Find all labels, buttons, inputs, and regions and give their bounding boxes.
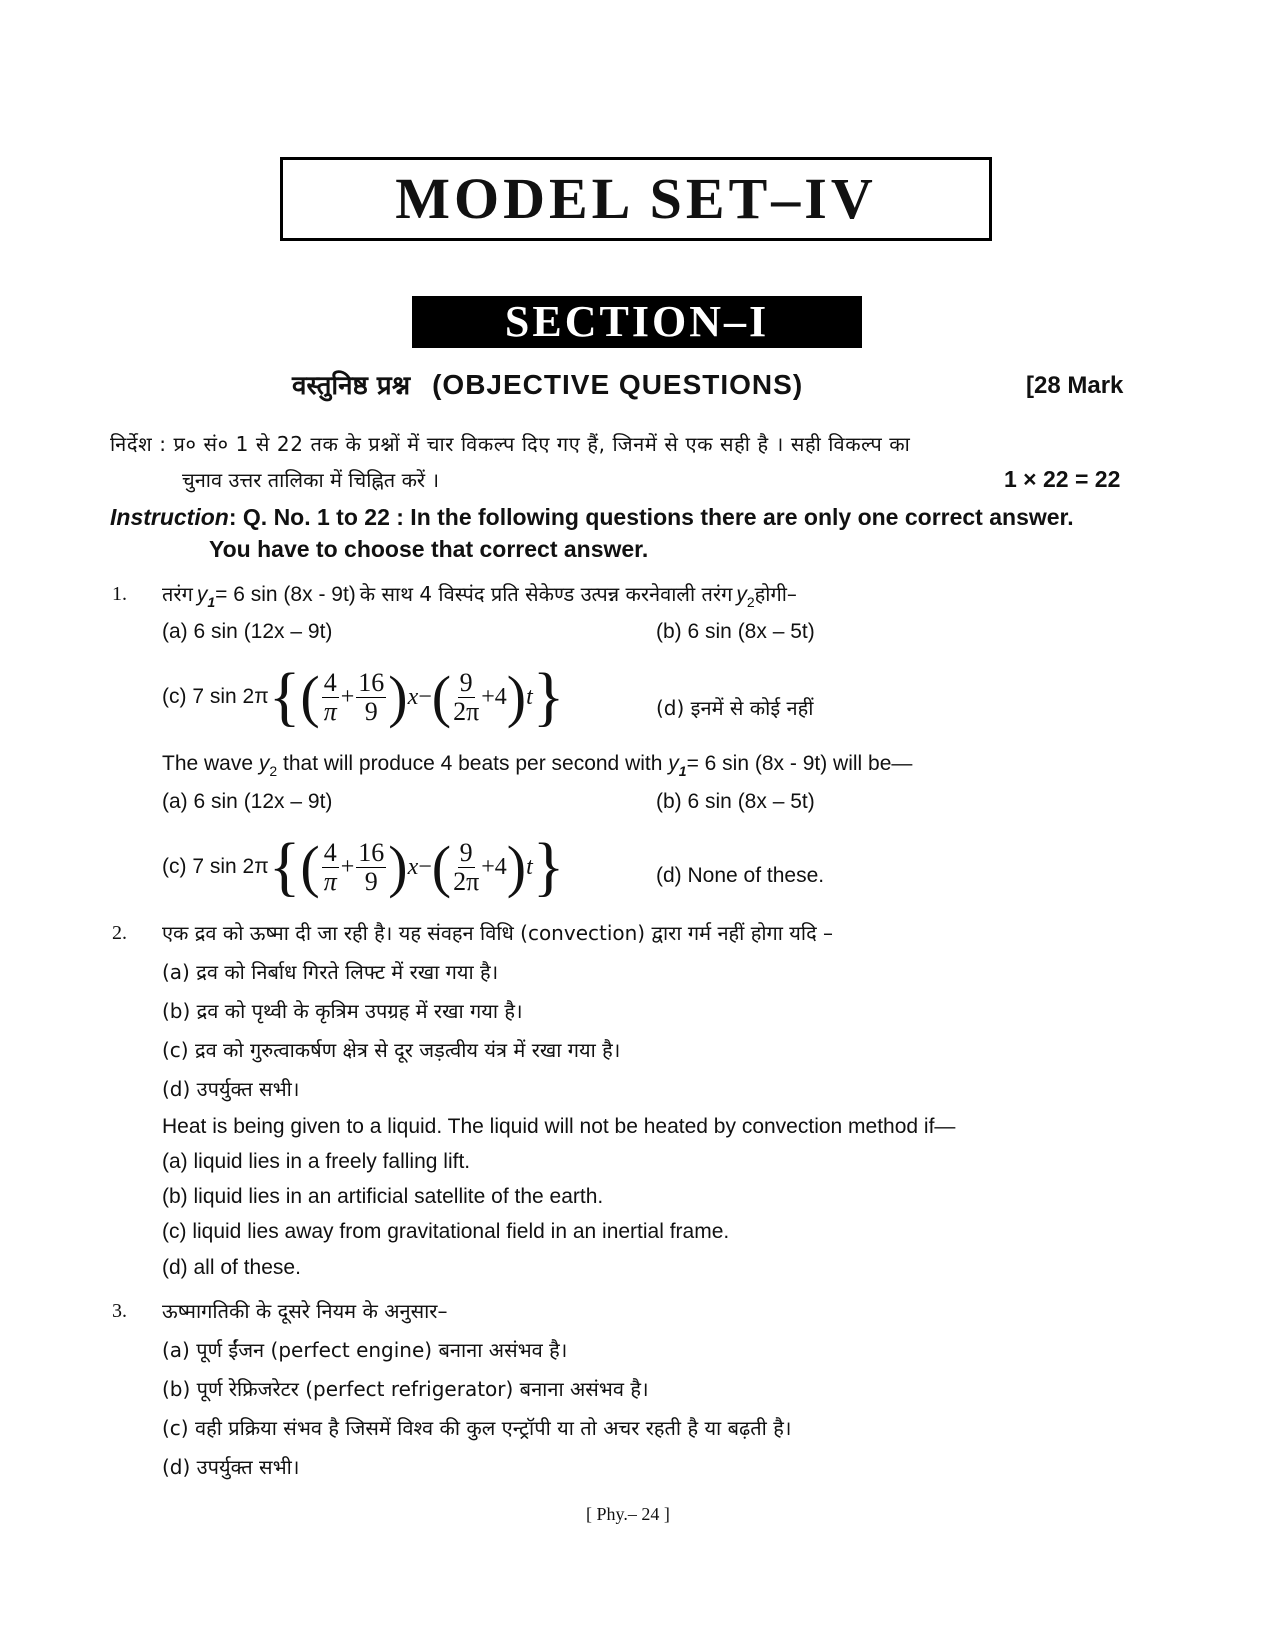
model-set-title: MODEL SET–IV [395, 166, 877, 231]
q1-en-option-c-prefix: (c) 7 sin 2π [162, 855, 269, 878]
q1-hindi-prefix: तरंग [162, 582, 193, 606]
instruction-english-line2: You have to choose that correct answer. [209, 536, 649, 562]
q1-option-d-hindi: (d) इनमें से कोई नहीं [656, 696, 814, 720]
q1-en-frac-16-9: $\frac{16}{9}$ [358, 838, 385, 896]
instruction-label: Instruction [110, 504, 229, 530]
q3-hindi-question: ऊष्मागतिकी के दूसरे नियम के अनुसार– [162, 1299, 448, 1323]
instruction-hindi-line2: चुनाव उत्तर तालिका में चिह्नित करें । [182, 468, 440, 492]
q1-option-c-prefix: (c) 7 sin 2π [162, 685, 269, 708]
q1-english-mid: that will produce 4 beats per second with [283, 752, 663, 775]
q1-number: 1. [112, 583, 127, 605]
q1-en-frac-4-pi: $\frac{4}{\pi}$ [323, 838, 337, 896]
model-set-box [280, 157, 992, 241]
section-title: SECTION–I [504, 297, 770, 346]
q2-number: 2. [112, 922, 127, 944]
marks-formula: 1 × 22 = 22 [1004, 466, 1121, 492]
q2-hindi-option-a: (a) द्रव को निर्बाध गिरते लिफ्ट में रखा गया है। [162, 960, 499, 984]
q1-frac-9-2pi: $\frac{9}{2\pi}$ [453, 668, 480, 726]
q1-en-frac-9-2pi: $\frac{9}{2\pi}$ [453, 838, 480, 896]
q1-option-b: (b) 6 sin (8x – 5t) [656, 620, 815, 643]
q2-hindi-question: एक द्रव को ऊष्मा दी जा रही है। यह संवहन विधि (convection) द्वारा गर्म नहीं होगा यदि – [162, 921, 834, 945]
q2-english-question: Heat is being given to a liquid. The liquid will not be heated by convection method if— [162, 1115, 956, 1138]
q3-option-d: (d) उपर्युक्त सभी। [162, 1455, 300, 1479]
objective-heading-english: (OBJECTIVE QUESTIONS) [432, 369, 804, 400]
q2-hindi-option-d: (d) उपर्युक्त सभी। [162, 1077, 300, 1101]
q2-english-option-b: (b) liquid lies in an artificial satellite of the earth. [162, 1185, 604, 1208]
q1-en-option-c: (c) 7 sin 2π { ( $\frac{4}{\pi}$ + $\frac{16}{9}$ ) x − ( $\frac{9}{2\pi}$ +4 ) t } [162, 830, 565, 903]
q3-option-a: (a) पूर्ण ईंजन (perfect engine) बनाना असंभव है। [162, 1338, 568, 1362]
q3-option-c: (c) वही प्रक्रिया संभव है जिसमें विश्व की कुल एन्ट्रॉपी या तो अचर रहती है या बढ़ती है। [162, 1416, 792, 1440]
q2-english-option-a: (a) liquid lies in a freely falling lift. [162, 1150, 471, 1173]
q1-en-option-a: (a) 6 sin (12x – 9t) [162, 790, 333, 813]
page-footer: [ Phy.– 24 ] [586, 1504, 670, 1524]
q1-frac-4-pi: $\frac{4}{\pi}$ [323, 668, 337, 726]
instruction-english-text: : Q. No. 1 to 22 : In the following questions there are only one correct answer. [228, 504, 1074, 530]
instruction-hindi-line1: निर्देश : प्र० सं० 1 से 22 तक के प्रश्नों में चार विकल्प दिए गए हैं, जिनमें से एक सही है । सही विकल्प का [110, 432, 911, 456]
q1-english-eq: = 6 sin (8x - 9t) will be— [686, 752, 913, 775]
objective-heading-hindi: वस्तुनिष्ठ प्रश्न [292, 371, 411, 401]
q3-option-b: (b) पूर्ण रेफ्रिजरेटर (perfect refrigerator) बनाना असंभव है। [162, 1377, 649, 1401]
section-banner [412, 296, 862, 348]
q1-option-a: (a) 6 sin (12x – 9t) [162, 620, 333, 643]
q1-hindi-suffix: के साथ 4 विस्पंद प्रति सेकेण्ड उत्पन्न करनेवाली तरंग [359, 582, 733, 606]
q2-english-option-c: (c) liquid lies away from gravitational field in an inertial frame. [162, 1220, 730, 1243]
q2-english-option-d: (d) all of these. [162, 1256, 301, 1279]
q1-english-prefix: The wave [162, 752, 254, 775]
q2-hindi-option-c: (c) द्रव को गुरुत्वाकर्षण क्षेत्र से दूर जड़त्वीय यंत्र में रखा गया है। [162, 1038, 621, 1062]
q3-number: 3. [112, 1300, 127, 1322]
q1-hindi-question: तरंग $y_1= 6$ sin (8x - 9t) के साथ 4 विस्पंद प्रति सेकेण्ड उत्पन्न करनेवाली तरंग $y_2होगी-$ [162, 582, 797, 610]
q2-hindi-option-b: (b) द्रव को पृथ्वी के कृत्रिम उपग्रह में रखा गया है। [162, 999, 523, 1023]
q1-hindi-end: होगी– [754, 582, 797, 606]
q1-english-question: The wave $y_2$ that will produce 4 beats per second with $y_1= 6$ sin (8x - 9t) will be— [162, 752, 913, 779]
q1-option-c: (c) 7 sin 2π { ( $\frac{4}{\pi}$ + $\frac{16}{9}$ ) x − ( $\frac{9}{2\pi}$ +4 ) t } [162, 660, 565, 733]
q1-en-option-b: (b) 6 sin (8x – 5t) [656, 790, 815, 813]
q1-en-option-d: (d) None of these. [656, 864, 825, 887]
q1-hindi-eq: = 6 sin (8x - 9t) [215, 583, 356, 606]
q1-frac-16-9: $\frac{16}{9}$ [358, 668, 385, 726]
total-marks: [28 Mark [1026, 372, 1124, 399]
instruction-english-line1 [110, 504, 1074, 531]
objective-heading [292, 366, 803, 402]
